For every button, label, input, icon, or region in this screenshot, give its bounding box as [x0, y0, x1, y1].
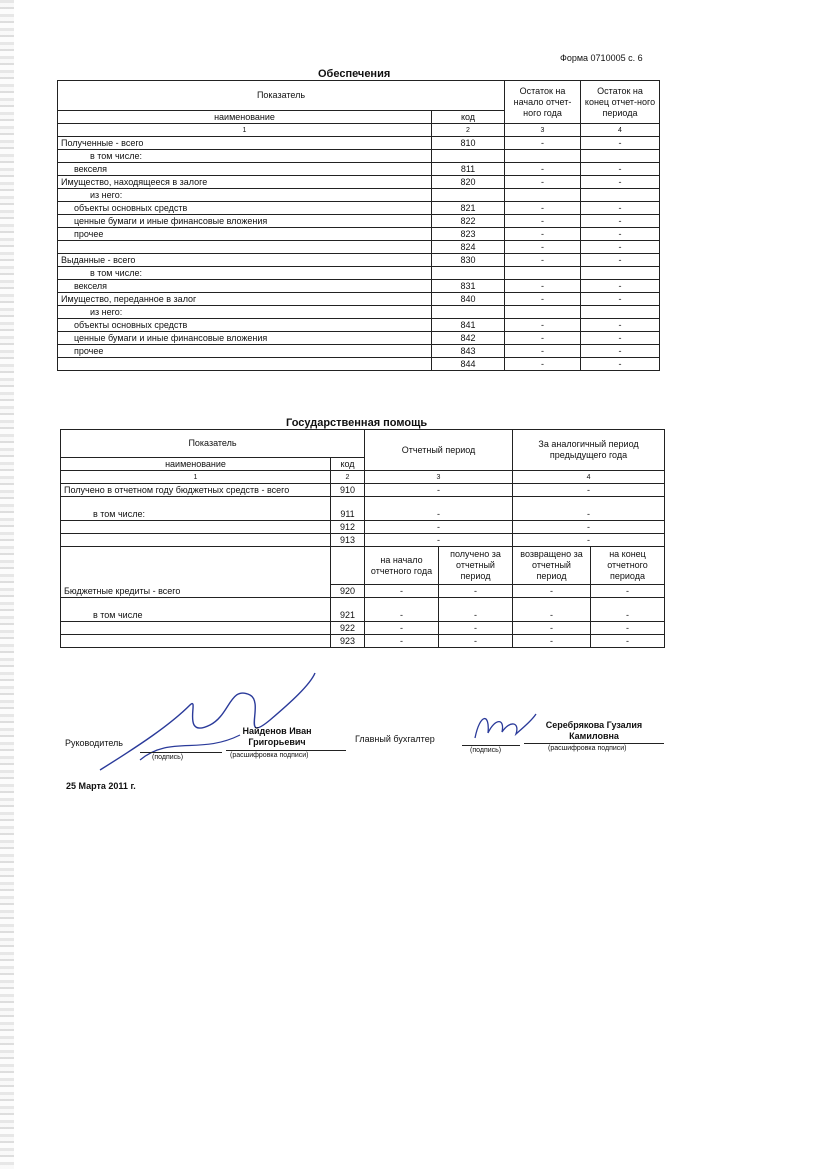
col-number-4: 4	[581, 124, 660, 137]
aid-col-number-1: 1	[61, 471, 331, 484]
aid-row-code: 910	[331, 484, 365, 497]
aid-subheader-c: возвращено за отчетный период	[513, 547, 591, 585]
security-row-name: объекты основных средств	[58, 202, 432, 215]
security-row-value-start: -	[505, 345, 581, 358]
security-row-name: ценные бумаги и иные финансовые вложения	[58, 332, 432, 345]
aid-row-code: 912	[331, 521, 365, 534]
security-row-code: 811	[432, 163, 505, 176]
aid-col-number-2: 2	[331, 471, 365, 484]
security-row-name: Имущество, переданное в залог	[58, 293, 432, 306]
aid-header-col3: Отчетный период	[365, 430, 513, 471]
security-row-value-end: -	[581, 137, 660, 150]
aid-credit-row-b: -	[439, 598, 513, 622]
header-indicator: Показатель	[58, 81, 505, 111]
security-row	[58, 137, 660, 150]
security-row-value-start: -	[505, 280, 581, 293]
security-row-value-start: -	[505, 319, 581, 332]
security-row-code	[432, 267, 505, 280]
security-row	[58, 267, 660, 280]
security-row-name: в том числе:	[58, 150, 432, 163]
accountant-decode-caption: (расшифровка подписи)	[548, 745, 627, 752]
aid-credit-row	[61, 598, 665, 622]
aid-credit-row-c: -	[513, 598, 591, 622]
aid-credit-row-b: -	[439, 622, 513, 635]
security-row-value-start: -	[505, 176, 581, 189]
security-title: Обеспечения	[318, 68, 391, 80]
security-row-value-end: -	[581, 358, 660, 371]
security-row-code	[432, 306, 505, 319]
security-row-name: объекты основных средств	[58, 319, 432, 332]
aid-credit-row-d: -	[591, 635, 665, 648]
aid-header-col4: За аналогичный период предыдущего года	[513, 430, 665, 471]
col-number-2: 2	[432, 124, 505, 137]
security-row-value-start: -	[505, 215, 581, 228]
aid-row-name: Получено в отчетном году бюджетных средств - всего	[61, 484, 331, 497]
security-row-value-end	[581, 306, 660, 319]
scan-edge-artifact	[0, 0, 14, 1169]
aid-subheader-b: получено за отчетный период	[439, 547, 513, 585]
head-signature-caption: (подпись)	[152, 754, 184, 761]
col-number-3: 3	[505, 124, 581, 137]
aid-credit-row-name	[61, 635, 331, 648]
aid-row-920-code: 920	[331, 585, 365, 598]
aid-credit-row-b: -	[439, 635, 513, 648]
security-row-value-start: -	[505, 163, 581, 176]
aid-col-number-3: 3	[365, 471, 513, 484]
security-row	[58, 332, 660, 345]
aid-row	[61, 534, 665, 547]
security-row-value-start	[505, 150, 581, 163]
aid-header-name: наименование	[61, 458, 331, 471]
security-row	[58, 228, 660, 241]
aid-credit-row-d: -	[591, 598, 665, 622]
aid-credit-row-code: 923	[331, 635, 365, 648]
security-row-value-end	[581, 189, 660, 202]
security-row	[58, 150, 660, 163]
security-row	[58, 241, 660, 254]
aid-credit-row-a: -	[365, 622, 439, 635]
aid-subheader-code-empty	[331, 547, 365, 585]
head-decode-line	[226, 750, 346, 751]
aid-row-value-current: -	[365, 484, 513, 497]
aid-header-code: код	[331, 458, 365, 471]
security-row-code: 831	[432, 280, 505, 293]
security-row-value-start	[505, 267, 581, 280]
security-row-value-end	[581, 150, 660, 163]
security-row-code	[432, 150, 505, 163]
signing-date: 25 Марта 2011 г.	[66, 781, 136, 791]
head-signature-line	[140, 752, 222, 753]
security-row-value-start: -	[505, 254, 581, 267]
aid-row	[61, 497, 665, 521]
aid-credit-row	[61, 622, 665, 635]
security-row	[58, 254, 660, 267]
security-row	[58, 163, 660, 176]
security-row-code: 840	[432, 293, 505, 306]
security-row	[58, 345, 660, 358]
security-row-code: 842	[432, 332, 505, 345]
security-row	[58, 189, 660, 202]
security-row-value-end: -	[581, 176, 660, 189]
aid-row-value-previous: -	[513, 521, 665, 534]
security-row-value-start: -	[505, 358, 581, 371]
security-row-code: 830	[432, 254, 505, 267]
aid-credit-row-a: -	[365, 635, 439, 648]
security-row-value-end	[581, 267, 660, 280]
head-name-line2: Григорьевич	[248, 737, 306, 747]
aid-row-value-previous: -	[513, 534, 665, 547]
aid-row-920-name: Бюджетные кредиты - всего	[61, 547, 331, 598]
aid-row-code: 911	[331, 497, 365, 521]
security-row-name: Полученные - всего	[58, 137, 432, 150]
accountant-decode-line	[524, 743, 664, 744]
head-signature-mark	[80, 665, 340, 785]
form-number: Форма 0710005 с. 6	[560, 53, 643, 63]
head-label: Руководитель	[65, 738, 123, 748]
aid-row-920-d: -	[591, 585, 665, 598]
aid-credit-row-name	[61, 622, 331, 635]
security-row-value-start: -	[505, 202, 581, 215]
security-row-code: 844	[432, 358, 505, 371]
accountant-label: Главный бухгалтер	[355, 734, 435, 744]
col-number-1: 1	[58, 124, 432, 137]
security-row-name: Имущество, находящееся в залоге	[58, 176, 432, 189]
aid-credit-row-c: -	[513, 635, 591, 648]
aid-subheader-a: на начало отчетного года	[365, 547, 439, 585]
security-row-code: 823	[432, 228, 505, 241]
security-row	[58, 215, 660, 228]
security-row-value-start: -	[505, 293, 581, 306]
security-row-value-start: -	[505, 228, 581, 241]
header-name: наименование	[58, 111, 432, 124]
aid-row-920-a: -	[365, 585, 439, 598]
state-aid-title: Государственная помощь	[286, 417, 428, 429]
security-row-code: 822	[432, 215, 505, 228]
security-row	[58, 293, 660, 306]
state-aid-table	[60, 429, 665, 648]
aid-credit-row-code: 921	[331, 598, 365, 622]
security-row-name: прочее	[58, 228, 432, 241]
security-row	[58, 306, 660, 319]
accountant-signature-line	[462, 745, 520, 746]
head-decode-caption: (расшифровка подписи)	[230, 752, 309, 759]
security-row-code: 820	[432, 176, 505, 189]
aid-subheader-d: на конец отчетного периода	[591, 547, 665, 585]
security-row-code: 821	[432, 202, 505, 215]
security-row	[58, 202, 660, 215]
aid-header-indicator: Показатель	[61, 430, 365, 458]
security-row	[58, 319, 660, 332]
header-code: код	[432, 111, 505, 124]
security-row-value-end: -	[581, 280, 660, 293]
aid-credit-row	[61, 635, 665, 648]
security-row-code: 810	[432, 137, 505, 150]
security-row-name: из него:	[58, 306, 432, 319]
security-row-name	[58, 358, 432, 371]
aid-row-code: 913	[331, 534, 365, 547]
aid-credit-row-d: -	[591, 622, 665, 635]
security-row-value-end: -	[581, 254, 660, 267]
aid-credit-row-a: -	[365, 598, 439, 622]
accountant-name-line2: Камиловна	[569, 731, 619, 741]
security-row-code: 843	[432, 345, 505, 358]
security-row	[58, 358, 660, 371]
security-row	[58, 280, 660, 293]
security-row-value-end: -	[581, 332, 660, 345]
header-col4: Остаток на конец отчет-ного периода	[581, 81, 660, 124]
aid-row-920-b: -	[439, 585, 513, 598]
accountant-name-line1: Серебрякова Гузалия	[545, 720, 643, 730]
security-row-code	[432, 189, 505, 202]
security-row-name: прочее	[58, 345, 432, 358]
security-row-value-end: -	[581, 228, 660, 241]
security-row-name: в том числе:	[58, 267, 432, 280]
security-table	[57, 80, 660, 371]
aid-credit-row-code: 922	[331, 622, 365, 635]
security-row-value-end: -	[581, 163, 660, 176]
security-row-value-start	[505, 189, 581, 202]
security-row-code: 841	[432, 319, 505, 332]
accountant-signature-mark	[470, 708, 540, 748]
aid-row	[61, 484, 665, 497]
security-row	[58, 176, 660, 189]
security-row-value-end: -	[581, 345, 660, 358]
security-row-value-end: -	[581, 241, 660, 254]
aid-row-value-previous: -	[513, 484, 665, 497]
security-row-name: из него:	[58, 189, 432, 202]
security-row-value-end: -	[581, 215, 660, 228]
security-row-name: векселя	[58, 280, 432, 293]
security-row-name: ценные бумаги и иные финансовые вложения	[58, 215, 432, 228]
security-row-code: 824	[432, 241, 505, 254]
security-row-name: Выданные - всего	[58, 254, 432, 267]
security-row-value-start: -	[505, 332, 581, 345]
security-row-value-end: -	[581, 202, 660, 215]
aid-row-name	[61, 534, 331, 547]
aid-row-name	[61, 521, 331, 534]
accountant-signature-caption: (подпись)	[470, 747, 502, 754]
aid-row-value-current: -	[365, 521, 513, 534]
security-row-name	[58, 241, 432, 254]
security-row-name: векселя	[58, 163, 432, 176]
aid-row-name: в том числе:	[61, 497, 331, 521]
aid-credit-row-name: в том числе	[61, 598, 331, 622]
aid-row-value-current: -	[365, 497, 513, 521]
aid-credit-row-c: -	[513, 622, 591, 635]
security-row-value-start	[505, 306, 581, 319]
aid-row	[61, 521, 665, 534]
security-row-value-start: -	[505, 241, 581, 254]
header-col3: Остаток на начало отчет-ного года	[505, 81, 581, 124]
aid-row-value-previous: -	[513, 497, 665, 521]
security-row-value-end: -	[581, 319, 660, 332]
head-name-line1: Найденов Иван	[242, 726, 312, 736]
aid-row-value-current: -	[365, 534, 513, 547]
security-row-value-start: -	[505, 137, 581, 150]
aid-row-920-c: -	[513, 585, 591, 598]
security-row-value-end: -	[581, 293, 660, 306]
aid-col-number-4: 4	[513, 471, 665, 484]
